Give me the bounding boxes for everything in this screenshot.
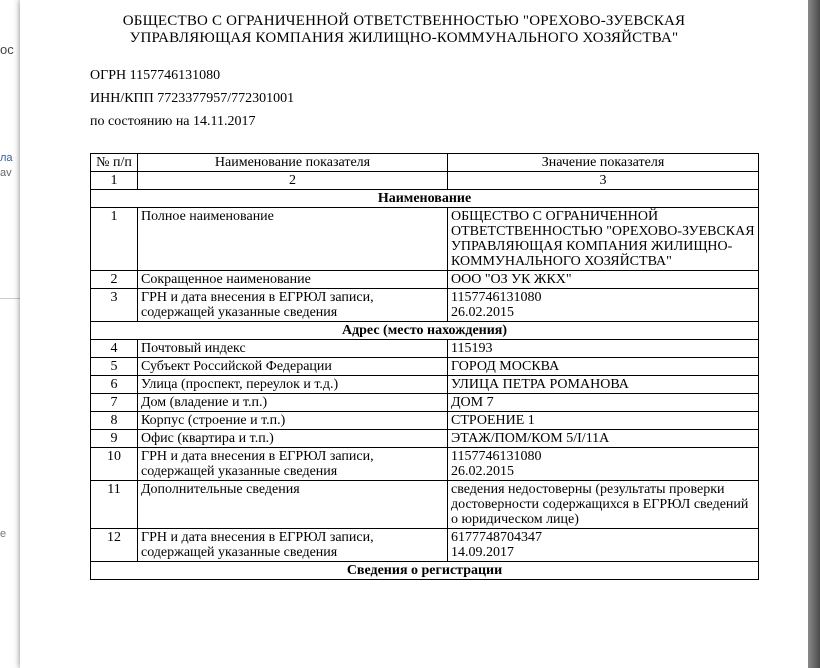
row-indicator-value: ОБЩЕСТВО С ОГРАНИЧЕННОЙ ОТВЕТСТВЕННОСТЬЮ "ОРЕХОВО-ЗУЕВСКАЯ УПРАВЛЯЮЩАЯ КОМПАНИЯ ЖИЛИЩНО-КОММУНАЛЬНОГО ХОЗЯЙСТВА" <box>448 208 759 271</box>
row-number: 6 <box>91 376 138 394</box>
row-indicator-name: Полное наименование <box>138 208 448 271</box>
row-indicator-value: 115193 <box>448 340 759 358</box>
row-number: 4 <box>91 340 138 358</box>
background-page <box>0 0 20 668</box>
document-page <box>20 0 808 668</box>
row-indicator-name: Почтовый индекс <box>138 340 448 358</box>
row-indicator-value: ДОМ 7 <box>448 394 759 412</box>
section-header-row <box>91 322 759 340</box>
row-indicator-value: ГОРОД МОСКВА <box>448 358 759 376</box>
row-indicator-value: ЭТАЖ/ПОМ/КОМ 5/I/11А <box>448 430 759 448</box>
row-number: 3 <box>91 289 138 322</box>
header-number: № п/п <box>91 154 138 172</box>
row-indicator-value: УЛИЦА ПЕТРА РОМАНОВА <box>448 376 759 394</box>
ogrn-line: ОГРН 1157746131080 <box>90 68 221 83</box>
inn-kpp-line: ИНН/КПП 7723377957/772301001 <box>90 91 295 106</box>
row-number: 2 <box>91 271 138 289</box>
row-number: 8 <box>91 412 138 430</box>
organization-title-line-2: УПРАВЛЯЮЩАЯ КОМПАНИЯ ЖИЛИЩНО-КОММУНАЛЬНОГО ХОЗЯЙСТВА" <box>129 30 679 46</box>
row-number: 7 <box>91 394 138 412</box>
row-number: 11 <box>91 481 138 529</box>
organization-title-line-1: ОБЩЕСТВО С ОГРАНИЧЕННОЙ ОТВЕТСТВЕННОСТЬЮ "ОРЕХОВО-ЗУЕВСКАЯ <box>122 13 686 29</box>
as-of-date-line: по состоянию на 14.11.2017 <box>90 114 256 129</box>
row-indicator-name: Сокращенное наименование <box>138 271 448 289</box>
row-number: 12 <box>91 529 138 562</box>
table-row <box>91 376 759 394</box>
row-number: 10 <box>91 448 138 481</box>
table-row <box>91 340 759 358</box>
index-cell: 3 <box>448 172 759 190</box>
background-text-fragment: av <box>0 167 12 179</box>
table-index-row <box>91 172 759 190</box>
table-row <box>91 271 759 289</box>
row-indicator-value: сведения недостоверны (результаты проверки достоверности содержащихся в ЕГРЮЛ сведений о юридическом лице) <box>448 481 759 529</box>
background-text-fragment: ос <box>0 42 14 57</box>
organization-title <box>20 13 788 47</box>
row-indicator-value: ООО "ОЗ УК ЖКХ" <box>448 271 759 289</box>
background-text-fragment: е <box>0 528 7 540</box>
table-row <box>91 412 759 430</box>
row-indicator-name: ГРН и дата внесения в ЕГРЮЛ записи, содержащей указанные сведения <box>138 289 448 322</box>
table-row <box>91 430 759 448</box>
row-indicator-value: СТРОЕНИЕ 1 <box>448 412 759 430</box>
row-indicator-name: Дом (владение и т.п.) <box>138 394 448 412</box>
table-row <box>91 481 759 529</box>
row-indicator-value: 6177748704347 14.09.2017 <box>448 529 759 562</box>
registry-table <box>90 153 759 580</box>
row-indicator-name: Дополнительные сведения <box>138 481 448 529</box>
index-cell: 2 <box>138 172 448 190</box>
section-header-row <box>91 190 759 208</box>
row-indicator-name: Офис (квартира и т.п.) <box>138 430 448 448</box>
row-indicator-value: 1157746131080 26.02.2015 <box>448 448 759 481</box>
table-row <box>91 289 759 322</box>
table-row <box>91 208 759 271</box>
table-row <box>91 394 759 412</box>
section-title: Сведения о регистрации <box>91 562 759 580</box>
table-row <box>91 448 759 481</box>
row-number: 9 <box>91 430 138 448</box>
index-cell: 1 <box>91 172 138 190</box>
background-divider <box>0 298 20 299</box>
section-header-row <box>91 562 759 580</box>
row-indicator-name: Субъект Российской Федерации <box>138 358 448 376</box>
section-title: Адрес (место нахождения) <box>91 322 759 340</box>
row-indicator-name: Корпус (строение и т.п.) <box>138 412 448 430</box>
table-row <box>91 529 759 562</box>
row-number: 5 <box>91 358 138 376</box>
header-indicator-value: Значение показателя <box>448 154 759 172</box>
row-indicator-value: 1157746131080 26.02.2015 <box>448 289 759 322</box>
table-row <box>91 358 759 376</box>
section-title: Наименование <box>91 190 759 208</box>
table-header-row <box>91 154 759 172</box>
row-indicator-name: Улица (проспект, переулок и т.д.) <box>138 376 448 394</box>
background-link-fragment[interactable]: ла <box>0 152 13 164</box>
row-indicator-name: ГРН и дата внесения в ЕГРЮЛ записи, содержащей указанные сведения <box>138 529 448 562</box>
row-number: 1 <box>91 208 138 271</box>
header-indicator-name: Наименование показателя <box>138 154 448 172</box>
row-indicator-name: ГРН и дата внесения в ЕГРЮЛ записи, содержащей указанные сведения <box>138 448 448 481</box>
viewer-frame-shadow <box>808 0 820 668</box>
